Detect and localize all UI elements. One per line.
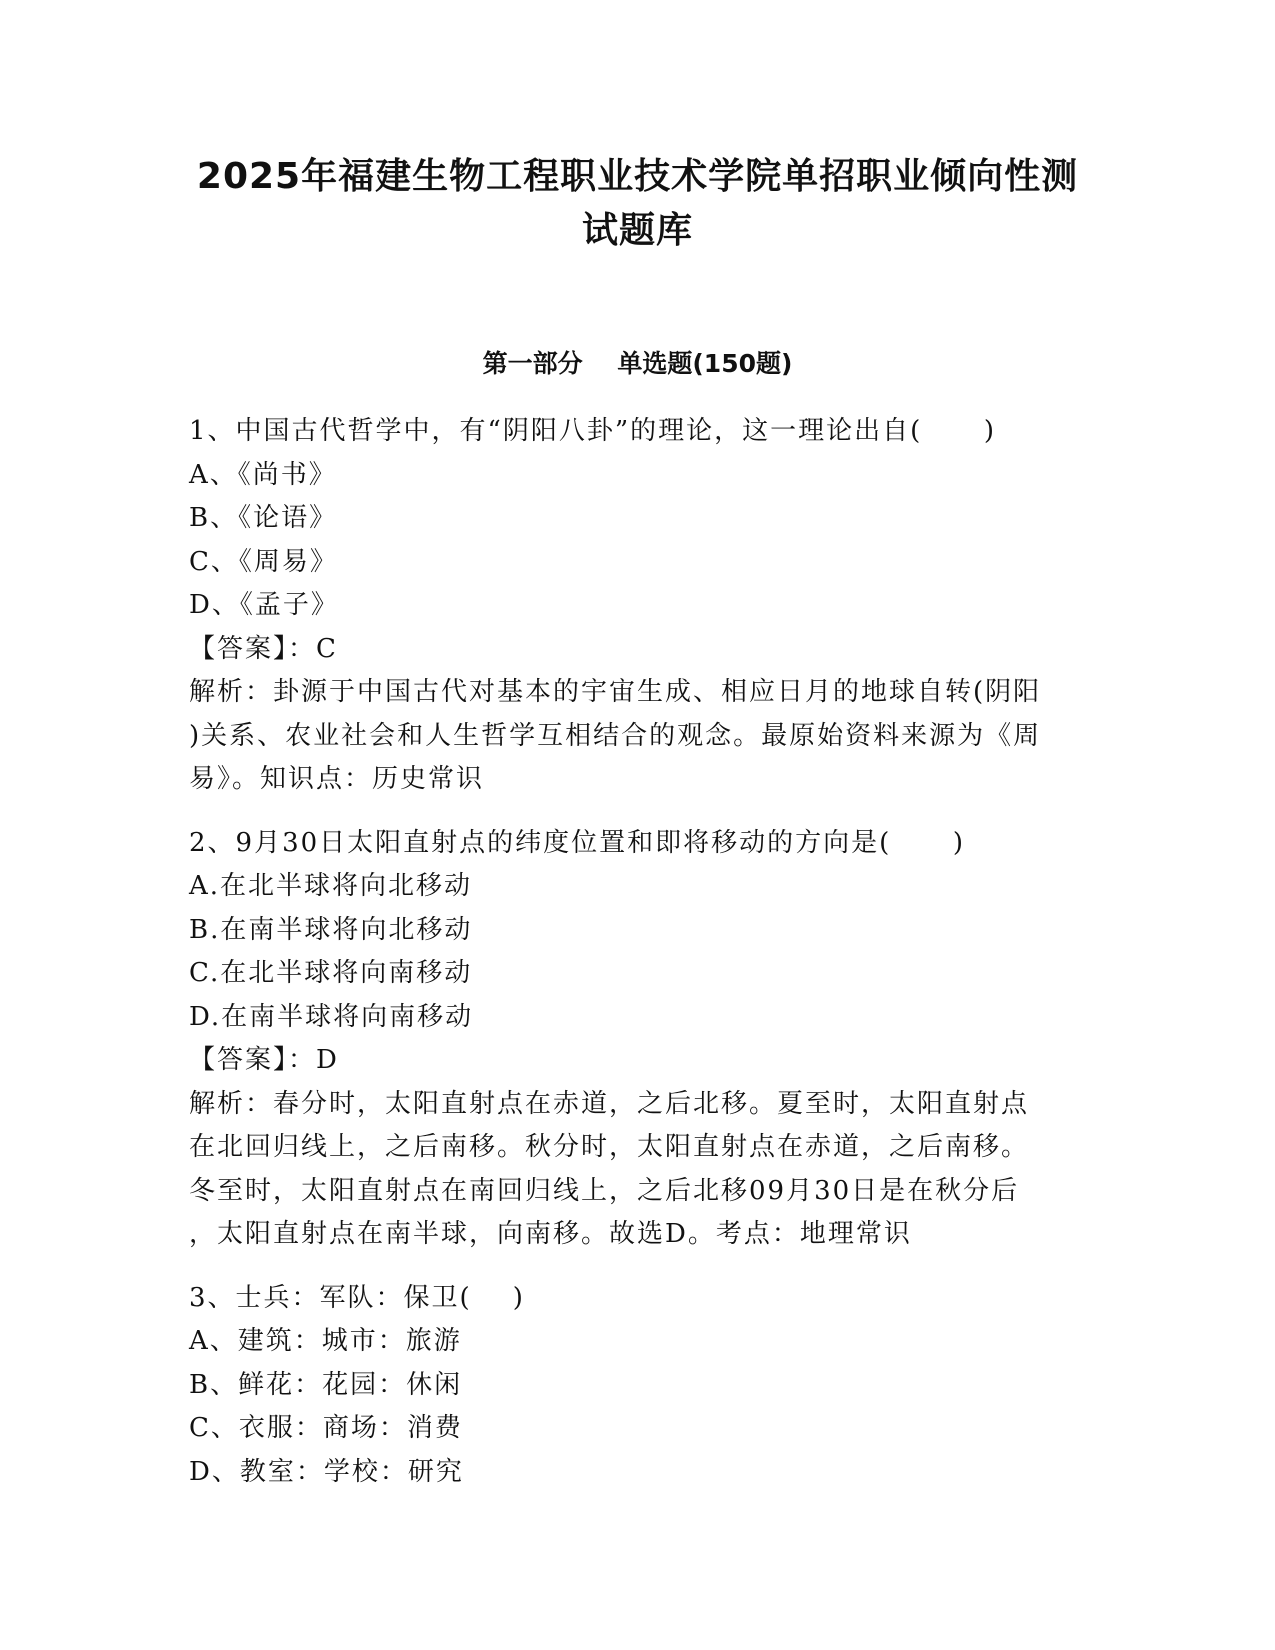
option-b: B、鲜花：花园：休闲 <box>189 1369 463 1400</box>
analysis-line: 易》。知识点：历史常识 <box>189 764 485 794</box>
document-title <box>150 150 1125 258</box>
option-c: C、衣服：商场：消费 <box>189 1413 463 1443</box>
question-list <box>189 410 1089 1494</box>
option-a: A.在北半球将向北移动 <box>189 871 473 901</box>
option-d: D、《孟子》 <box>189 590 339 620</box>
analysis-line: ，太阳直射点在南半球，向南移。故选D。考点：地理常识 <box>189 1219 912 1249</box>
analysis-line: 冬至时，太阳直射点在南回归线上，之后北移09月30日是在秋分后 <box>189 1175 1020 1206</box>
option-c: C、《周易》 <box>189 546 338 577</box>
option-c: C.在北半球将向南移动 <box>189 958 473 988</box>
option-b: B.在南半球将向北移动 <box>189 914 473 945</box>
section-heading: 第一部分 单选题(150题) <box>482 349 793 378</box>
analysis-line: 解析：春分时，太阳直射点在赤道，之后北移。夏至时，太阳直射点 <box>189 1088 1030 1119</box>
question-stem: 1、中国古代哲学中，有“阴阳八卦”的理论，这一理论出自( ) <box>189 416 997 446</box>
answer-line: 【答案】：C <box>189 633 338 664</box>
title-line-1: 2025年福建生物工程职业技术学院单招职业倾向性测 <box>196 156 1079 197</box>
option-a: A、建筑：城市：旅游 <box>189 1326 462 1356</box>
answer-line: 【答案】：D <box>189 1045 339 1075</box>
analysis-line: 在北回归线上，之后南移。秋分时，太阳直射点在赤道，之后南移。 <box>189 1132 1030 1162</box>
option-b: B、《论语》 <box>189 503 338 533</box>
question-item <box>189 410 1089 802</box>
question-spacer <box>189 802 1089 822</box>
question-item <box>189 1277 1089 1495</box>
question-item <box>189 822 1089 1257</box>
option-d: D、教室：学校：研究 <box>189 1456 464 1487</box>
question-stem: 2、9月30日太阳直射点的纬度位置和即将移动的方向是( ) <box>189 827 966 858</box>
analysis-line: )关系、农业社会和人生哲学互相结合的观念。最原始资料来源为《周 <box>189 720 1042 751</box>
option-d: D.在南半球将向南移动 <box>189 1001 474 1032</box>
option-a: A、《尚书》 <box>189 459 337 490</box>
question-spacer <box>189 1257 1089 1277</box>
question-stem: 3、士兵：军队：保卫( ) <box>189 1282 525 1313</box>
title-line-2: 试题库 <box>581 210 693 251</box>
analysis-line: 解析：卦源于中国古代对基本的宇宙生成、相应日月的地球自转(阴阳 <box>189 677 1042 707</box>
